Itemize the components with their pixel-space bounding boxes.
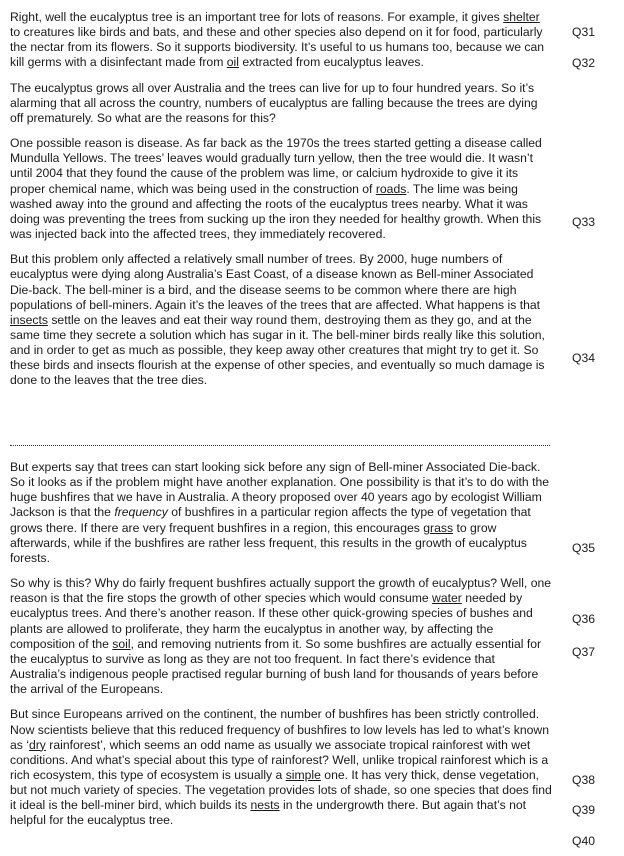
transcript-paragraph <box>10 576 553 697</box>
transcript-paragraph <box>10 460 553 566</box>
paragraph-text <box>10 136 553 242</box>
question-label-q39: Q39 <box>572 803 596 817</box>
text-segment: settle on the leaves and eat their way round them, destroying them as they go, and at the same time they secrete a solution which has sugar in it. The bell-miner birds really like this solution, and in order to get as much as possible, they keep away other creatures that might try to get it. So these birds and insects flourish at the expense of other species, and eventually so much damage is done to the leaves that the tree dies. <box>10 312 545 388</box>
transcript-paragraph <box>10 252 553 388</box>
paragraph-text <box>10 460 553 566</box>
text-segment: of bushfires in a particular region affects the type of vegetation that grows there. If there are very frequent bushfires in a region, this encourages <box>10 505 531 535</box>
question-label-q40: Q40 <box>572 834 596 848</box>
answer-word: roads <box>375 181 407 196</box>
text-segment: rainforest’, which seems an odd name as usually we associate tropical rainforest with wet conditions. And what’s special about this type of rainforest? Well, unlike tropical rainforest which is a rich ecosystem, this type of ecosystem is usually a <box>10 737 549 782</box>
transcript-section-top <box>10 10 553 399</box>
text-segment: . The lime was being washed away into the ground and affecting the roots of the eucalyptus trees nearby. What it was doing was preventing the trees from sucking up the iron they needed for healthy growth. When this was injected back into the affected trees, they immediately recovered. <box>10 181 542 242</box>
answer-word: insects <box>10 312 48 327</box>
section-divider <box>10 445 550 446</box>
text-segment: to creatures like birds and bats, and these and other species also depend on it for food, particularly the nectar from its flowers. So it supports biodiversity. It’s useful to us humans too, because we can kill germs with a disinfectant made from <box>10 25 545 70</box>
transcript-paragraph <box>10 707 553 828</box>
paragraph-text <box>10 10 553 71</box>
text-segment: Right, well the eucalyptus tree is an important tree for lots of reasons. For example, it gives <box>10 10 504 24</box>
transcript-paragraph <box>10 10 553 71</box>
text-segment: , and removing nutrients from it. So some bushfires are actually essential for the eucalyptus to survive as long as they are not too frequent. In fact there’s evidence that Australia’s indigenous people practised regular burning of bush land for thousands of years before the arrival of the Europeans. <box>10 636 542 697</box>
paragraph-text <box>10 81 553 126</box>
question-label-q32: Q32 <box>572 56 596 70</box>
text-segment: extracted from eucalyptus leaves. <box>238 55 424 70</box>
text-segment: So why is this? Why do fairly frequent bushfires actually support the growth of eucalyptus? Well, one reason is that the fire stops the growth of other species which would consume <box>10 576 552 606</box>
answer-word: water <box>432 591 462 606</box>
question-label-q36: Q36 <box>572 612 596 626</box>
paragraph-text <box>10 252 553 388</box>
answer-word: grass <box>423 520 454 535</box>
text-segment: needed by eucalyptus trees. And there’s another reason. If these other quick-growing species of bushes and plants are allowed to proliferate, they harm the eucalyptus in another way, by affecting the composition of the <box>10 591 533 651</box>
answer-word: nests <box>250 798 280 813</box>
question-label-q33: Q33 <box>572 215 596 229</box>
transcript-section-bottom <box>10 460 553 839</box>
paragraph-text <box>10 707 553 828</box>
paragraph-text <box>10 576 553 697</box>
answer-word: soil <box>112 636 131 651</box>
emphasis-word: frequency <box>114 505 168 520</box>
text-segment: One possible reason is disease. As far back as the 1970s the trees started getting a disease called Mundulla Yellows. The trees’ leaves would gradually turn yellow, then the tree would die. It wasn’t until 2004 that they found the cause of the problem was lime, or calcium hydroxide to give it its proper chemical name, which was being used in the construction of <box>10 136 542 196</box>
text-segment: But this problem only affected a relatively small number of trees. By 2000, huge numbers of eucalyptus were dying along Australia’s East Coast, of a disease known as Bell-miner Associated Die-back. The bell-miner is a bird, and the disease seems to be common where there are high populations of bell-miners. Again it’s the leaves of the trees that are affected. What happens is that <box>10 252 541 312</box>
answer-word: oil <box>226 55 239 70</box>
text-segment: The eucalyptus grows all over Australia and the trees can live for up to four hundred years. So it’s alarming that all across the country, numbers of eucalyptus are falling because the trees are dying off prematurely. So what are the reasons for this? <box>10 80 538 125</box>
answer-word: shelter <box>503 10 540 24</box>
text-segment: But since Europeans arrived on the continent, the number of bushfires has been strictly controlled. Now scientists believe that this reduced frequency of bushfires to low levels has led to what’s known as ‘ <box>10 707 550 752</box>
question-label-q38: Q38 <box>572 773 596 787</box>
question-label-q35: Q35 <box>572 541 596 555</box>
transcript-paragraph <box>10 81 553 126</box>
question-label-q34: Q34 <box>572 351 596 365</box>
question-label-q37: Q37 <box>572 645 596 659</box>
question-label-q31: Q31 <box>572 25 596 39</box>
answer-word: simple <box>285 767 321 782</box>
answer-word: dry <box>28 737 46 752</box>
text-segment: in the undergrowth there. But again that’s not helpful for the eucalyptus tree. <box>10 798 527 828</box>
text-segment: one. It has very thick, dense vegetation, but not much variety of species. The vegetation provides lots of shade, so one species that does find it ideal is the bell-miner bird, which builds its <box>10 767 552 813</box>
transcript-paragraph <box>10 136 553 242</box>
text-segment: to grow afterwards, while if the bushfires are rather less frequent, this results in the growth of eucalyptus forests. <box>10 520 527 565</box>
text-segment: But experts say that trees can start looking sick before any sign of Bell-miner Associated Die-back. So it looks as if the problem might have another explanation. One possibility is that it’s to do with the huge bushfires that we have in Australia. A theory proposed over 40 years ago by ecologist William Jackson is that the <box>10 460 550 520</box>
